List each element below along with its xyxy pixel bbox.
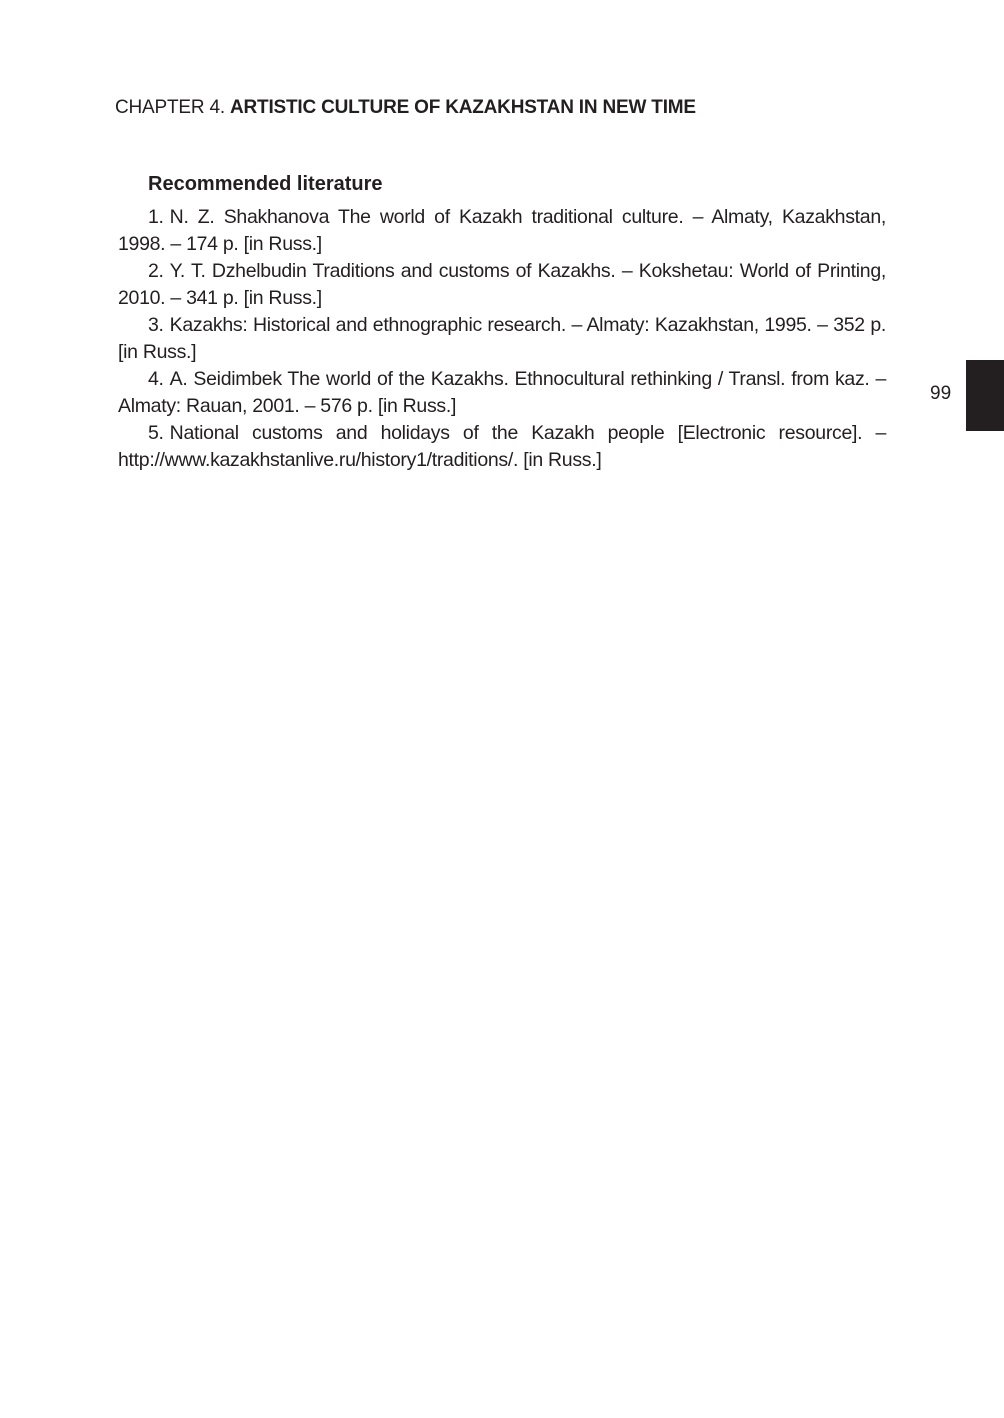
- reference-item: [118, 312, 886, 366]
- reference-text: Y. T. Dzhelbudin Traditions and customs of Kazakhs. – Kokshetau: World of Printing, 2010. – 341 p. [in Russ.]: [118, 260, 886, 309]
- reference-item: [118, 204, 886, 258]
- reference-number: 2.: [148, 260, 164, 282]
- reference-text: National customs and holidays of the Kazakh people [Electronic resource]. – http://www.kazakhstanlive.ru/history1/traditions/. [in Russ.]: [118, 422, 886, 471]
- reference-item: [118, 258, 886, 312]
- reference-text: A. Seidimbek The world of the Kazakhs. Ethnocultural rethinking / Transl. from kaz. – Almaty: Rauan, 2001. – 576 p. [in Russ.]: [118, 368, 886, 417]
- reference-number: 4.: [148, 368, 164, 390]
- reference-list: [118, 204, 886, 474]
- reference-number: 3.: [148, 314, 164, 336]
- chapter-number: CHAPTER 4.: [115, 97, 225, 118]
- reference-text: Kazakhs: Historical and ethnographic research. – Almaty: Kazakhstan, 1995. – 352 p. [in Russ.]: [118, 314, 886, 363]
- reference-item: [118, 366, 886, 420]
- section-heading: Recommended literature: [148, 173, 383, 195]
- reference-item: [118, 420, 886, 474]
- chapter-title: ARTISTIC CULTURE OF KAZAKHSTAN IN NEW TIME: [230, 97, 696, 118]
- main-content: [118, 170, 886, 474]
- thumb-index-tab: [966, 360, 1004, 431]
- reference-text: N. Z. Shakhanova The world of Kazakh traditional culture. – Almaty, Kazakhstan, 1998. – 174 p. [in Russ.]: [118, 206, 886, 255]
- reference-number: 1.: [148, 206, 164, 228]
- page-number: 99: [930, 383, 952, 404]
- running-head: [115, 95, 696, 121]
- reference-number: 5.: [148, 422, 164, 444]
